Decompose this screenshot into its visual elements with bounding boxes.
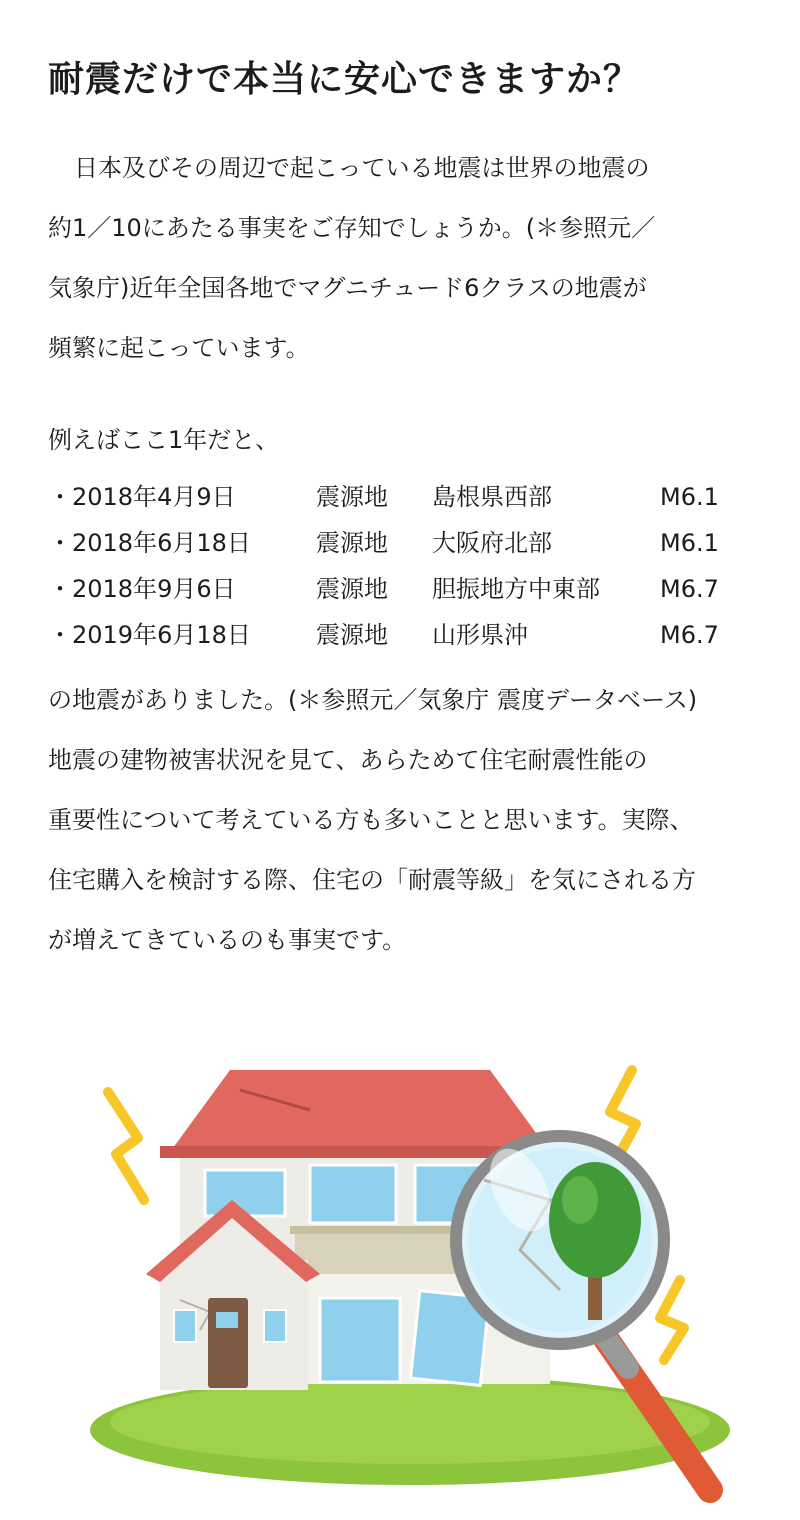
intro-line: 日本及びその周辺で起こっている地震は世界の地震の xyxy=(74,154,650,182)
intro-paragraph xyxy=(48,138,758,378)
magnitude: M6.7 xyxy=(660,575,719,603)
list-item xyxy=(48,520,768,566)
epicenter-label: 震源地 xyxy=(316,575,388,603)
quake-date: ・2018年9月6日 xyxy=(48,575,236,603)
epicenter-place: 胆振地方中東部 xyxy=(432,575,600,603)
example-lead: 例えばここ1年だと、 xyxy=(48,426,280,454)
epicenter-label: 震源地 xyxy=(316,483,388,511)
conclusion-line: 住宅購入を検討する際、住宅の「耐震等級」を気にされる方 xyxy=(48,866,696,894)
magnitude: M6.1 xyxy=(660,529,719,557)
list-item xyxy=(48,474,768,520)
page-title: 耐震だけで本当に安心できますか？ xyxy=(48,59,641,100)
magnitude: M6.1 xyxy=(660,483,719,511)
epicenter-place: 山形県沖 xyxy=(432,621,528,649)
conclusion-line: が増えてきているのも事実です。 xyxy=(48,926,407,954)
quake-date: ・2019年6月18日 xyxy=(48,621,251,649)
intro-line: 約1／10にあたる事実をご存知でしょうか。(＊参照元／ xyxy=(48,214,656,242)
list-item xyxy=(48,566,768,612)
intro-line: 気象庁)近年全国各地でマグニチュード6クラスの地震が xyxy=(48,274,647,302)
epicenter-place: 島根県西部 xyxy=(432,483,552,511)
conclusion-line: の地震がありました。(＊参照元／気象庁 震度データベース) xyxy=(48,686,698,714)
door xyxy=(208,1298,248,1388)
house-illustration xyxy=(80,1050,760,1510)
quake-date: ・2018年6月18日 xyxy=(48,529,251,557)
conclusion-paragraph xyxy=(48,670,758,970)
epicenter-label: 震源地 xyxy=(316,621,388,649)
conclusion-line: 地震の建物被害状況を見て、あらためて住宅耐震性能の xyxy=(48,746,648,774)
magnitude: M6.7 xyxy=(660,621,719,649)
epicenter-label: 震源地 xyxy=(316,529,388,557)
earthquake-list xyxy=(48,474,768,658)
list-item xyxy=(48,612,768,658)
intro-line: 頻繁に起こっています。 xyxy=(48,334,310,362)
epicenter-place: 大阪府北部 xyxy=(432,529,552,557)
quake-date: ・2018年4月9日 xyxy=(48,483,236,511)
roof xyxy=(170,1070,550,1152)
conclusion-line: 重要性について考えている方も多いことと思います。実際、 xyxy=(48,806,694,834)
